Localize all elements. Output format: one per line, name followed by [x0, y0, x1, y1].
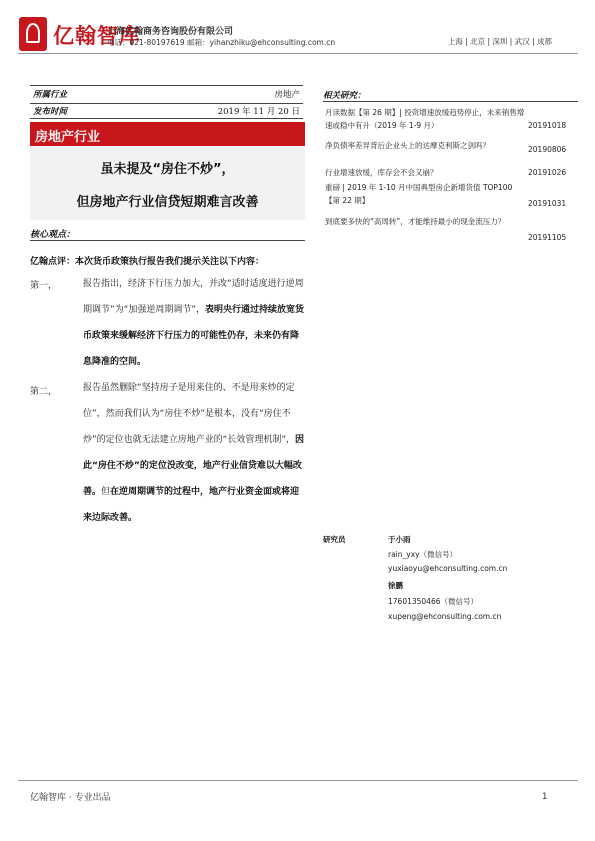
point-1-bold: 表明央行通过持续放宽货币政策来缓解经济下行压力的可能性仍存，未来仍有降息降准的空间。 [83, 305, 305, 367]
report-title-box [30, 146, 305, 220]
related-item-date: 20191026 [528, 168, 567, 177]
core-divider [30, 240, 305, 241]
analyst-label: 研究员 [323, 535, 346, 544]
analyst-1-wechat: rain_yxy（微信号） [388, 550, 458, 559]
contact-info: 电话：021-80197619 邮箱：yihanzhiku@ehconsulting.com.cn [107, 38, 336, 47]
analyst-2-wechat: 17601350466（微信号） [388, 597, 478, 606]
related-item-date: 20190806 [528, 145, 567, 154]
point-1-plain: 报告指出，经济下行压力加大，并改“适时适度进行逆周期调节”为“加强逆周期调节”， [83, 279, 304, 315]
industry-label: 所属行业 [33, 90, 68, 100]
industry-value: 房地产 [274, 90, 300, 100]
related-item[interactable]: 行业增速放缓，库存会不会又崩？ [325, 168, 438, 177]
logo-icon [19, 17, 47, 51]
date-value: 2019 年 11 月 20 日 [217, 107, 300, 117]
point-2-bold2: 在逆周期调节的过程中，地产行业资金面或将迎来边际改善。 [83, 487, 300, 523]
analyst-1-name: 于小雨 [388, 535, 411, 544]
core-intro: 亿翰点评：本次货币政策执行报告我们提示关注以下内容： [30, 257, 265, 267]
meta-divider [30, 118, 303, 119]
point-2-text [83, 375, 305, 531]
related-item-date: 20191018 [528, 121, 567, 130]
related-item[interactable]: 月读数据【第 26 期】| 投资增速放缓趋势停止，未来销售增速或稳中有升（2019 年 1-9 月） [325, 108, 525, 130]
related-item[interactable]: 到底要多快的“高周转”，才能维持最小的现金流压力？ [325, 217, 506, 226]
related-divider [323, 101, 578, 102]
meta-industry-row [30, 86, 303, 102]
related-research-heading: 相关研究： [323, 91, 366, 101]
industry-banner-text: 房地产行业 [35, 130, 101, 145]
footer-divider [18, 780, 578, 781]
footer-text: 亿翰智库 · 专业出品 [30, 793, 111, 803]
page-number: 1 [542, 792, 548, 802]
logo-text: 亿翰智库 [53, 24, 141, 48]
company-name: 上海亿翰商务咨询股份有限公司 [107, 27, 234, 37]
meta-date-row [30, 103, 303, 119]
header-divider [18, 53, 578, 54]
point-1-label: 第一， [30, 281, 58, 291]
point-2-label: 第二， [30, 387, 58, 397]
report-title-line1: 虽未提及“房住不炒”， [100, 162, 235, 177]
related-item[interactable]: 净负债率差异背后企业头上的达摩克利斯之剑吗？ [325, 141, 490, 150]
analyst-2-email[interactable]: xupeng@ehconsulting.com.cn [388, 612, 502, 621]
point-2-bold1: 因此“房住不炒”的定位没改变，地产行业信贷难以大幅改善。 [83, 435, 305, 497]
related-item[interactable]: 重磅 | 2019 年 1-10 月中国典型房企新增货值 TOP100【第 22 期】 [325, 183, 513, 205]
analyst-1-email[interactable]: yuxiaoyu@ehconsulting.com.cn [388, 564, 508, 573]
analyst-2-name: 徐鹏 [388, 581, 403, 590]
core-view-heading: 核心观点： [30, 230, 76, 240]
date-label: 发布时间 [33, 107, 68, 117]
related-item-date: 20191105 [528, 233, 567, 242]
office-cities: 上海 | 北京 | 深圳 | 武汉 | 成都 [447, 37, 552, 46]
point-2-plain2: 但 [101, 487, 111, 497]
industry-banner [30, 122, 305, 146]
related-item-date: 20191031 [528, 199, 567, 208]
report-title-line2: 但房地产行业信贷短期难言改善 [76, 195, 259, 210]
point-2-plain: 报告虽然删除“坚持房子是用来住的、不是用来炒的定位”，然而我们认为“房住不炒”是根本，没有“房住不炒”的定位也就无法建立房地产业的“长效管理机制”， [83, 383, 295, 445]
point-1-text [83, 271, 305, 375]
